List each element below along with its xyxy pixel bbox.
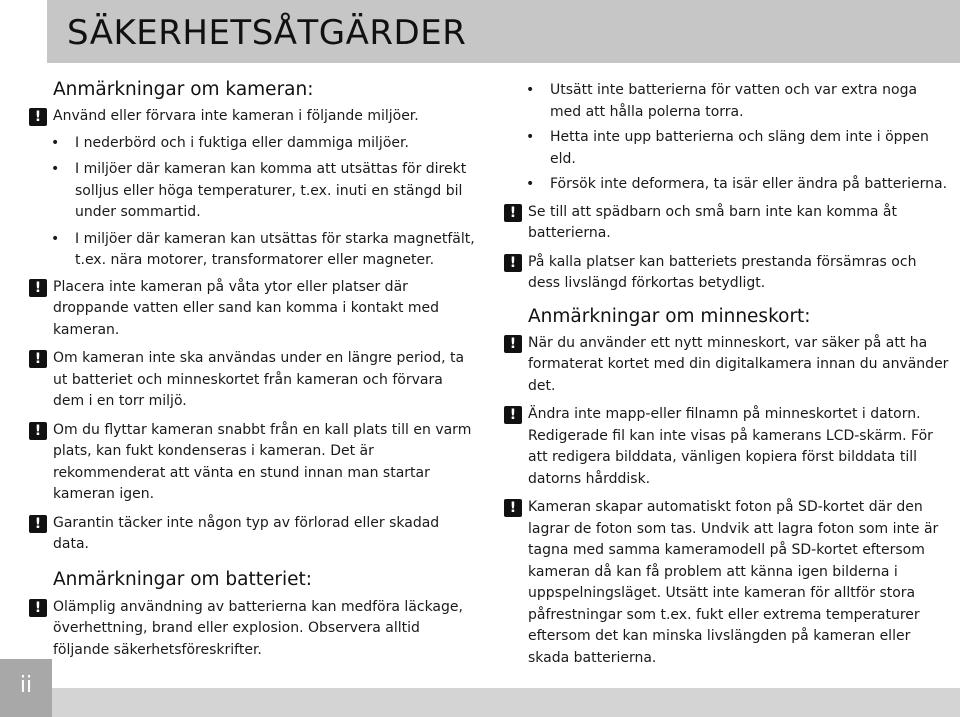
- exclamation-icon: !: [29, 599, 47, 617]
- note-text: Använd eller förvara inte kameran i följande miljöer.: [53, 108, 419, 124]
- bullet-item: [28, 229, 478, 272]
- note-text: Kameran skapar automatiskt foton på SD-kortet där den lagrar de foton som tas. Undvik att lagra foton som inte är tagna med samma kameramodell på SD-kortet eftersom kameran då kan få problem att känna igen bilderna i uppspelningsläget. Utsätt inte kameran för alltför stora påfrestningar som t.ex. fukt eller extrema temperaturer eftersom det kan minska livslängden på kameran eller skada batterierna.: [528, 499, 939, 666]
- bullet-dot-icon: •: [51, 230, 60, 247]
- bullet-item: [28, 133, 478, 155]
- bullet-dot-icon: •: [526, 129, 535, 145]
- note-text: Garantin täcker inte någon typ av förlorad eller skadad data.: [53, 514, 440, 552]
- camera-heading: Anmärkningar om kameran:: [53, 79, 314, 100]
- bullet-dot-icon: •: [526, 82, 535, 98]
- page-title: SÄKERHETSÅTGÄRDER: [67, 13, 467, 53]
- bullet-text: I nederbörd och i fuktiga eller dammiga miljöer.: [75, 134, 409, 151]
- bullet-text: I miljöer där kameran kan komma att utsättas för direkt solljus eller höga temperaturer, t.ex. inuti en stängd bil under sommartid.: [75, 161, 467, 220]
- note-text: Om du flyttar kameran snabbt från en kall plats till en varm plats, kan fukt kondenseras i kameran. Det är rekommenderat att vänta en stund innan man startar kameran igen.: [53, 421, 472, 502]
- warning-note: [503, 202, 950, 245]
- note-text: Ändra inte mapp-eller filnamn på minneskortet i datorn. Redigerade fil kan inte visas på kamerans LCD-skärm. För att redigera bilddata, vänligen kopiera först bilddata till datorns hårddisk.: [528, 406, 933, 487]
- note-text: Placera inte kameran på våta ytor eller platser där droppande vatten eller sand kan komma i kontakt med kameran.: [53, 278, 440, 338]
- bullet-text: Utsätt inte batterierna för vatten och var extra noga med att hålla polerna torra.: [550, 82, 918, 120]
- warning-note: [503, 333, 950, 398]
- exclamation-icon: !: [504, 335, 522, 353]
- warning-note: [28, 420, 478, 506]
- exclamation-icon: !: [29, 515, 47, 533]
- battery-heading: Anmärkningar om batteriet:: [53, 568, 313, 590]
- exclamation-icon: !: [29, 422, 47, 440]
- warning-note: [503, 404, 950, 490]
- bullet-text: I miljöer där kameran kan utsättas för starka magnetfält, t.ex. nära motorer, transformatorer eller magneter.: [75, 230, 475, 268]
- bullet-text: Försök inte deformera, ta isär eller ändra på batterierna.: [550, 176, 948, 192]
- bullet-dot-icon: •: [51, 134, 60, 151]
- exclamation-icon: !: [29, 279, 47, 297]
- exclamation-icon: !: [504, 204, 522, 222]
- note-text: På kalla platser kan batteriets prestanda försämras och dess livslängd förkortas betydligt.: [528, 253, 917, 291]
- warning-note: [28, 106, 478, 128]
- bullet-text: Hetta inte upp batterierna och släng dem inte i öppen eld.: [550, 129, 929, 167]
- warning-note: [28, 513, 478, 556]
- exclamation-icon: !: [29, 350, 47, 368]
- exclamation-icon: !: [504, 499, 522, 517]
- warning-note: [28, 277, 478, 342]
- right-column: [503, 80, 950, 669]
- warning-note: [503, 252, 950, 295]
- warning-note: [28, 348, 478, 413]
- exclamation-icon: !: [504, 254, 522, 272]
- note-text: Olämplig användning av batterierna kan medföra läckage, överhettning, brand eller explosion. Observera alltid följande säkerhetsföreskrifter.: [53, 598, 463, 658]
- exclamation-icon: !: [504, 406, 522, 424]
- note-text: Se till att spädbarn och små barn inte kan komma åt batterierna.: [528, 203, 897, 241]
- note-text: När du använder ett nytt minneskort, var säker på att ha formaterat kortet med din digitalkamera innan du använder det.: [528, 334, 949, 394]
- bullet-item: [28, 159, 478, 224]
- bullet-dot-icon: •: [51, 161, 60, 177]
- warning-note: [503, 497, 950, 669]
- left-column: [28, 78, 478, 661]
- bullet-dot-icon: •: [526, 176, 535, 192]
- footer-bar: [52, 688, 960, 717]
- card-heading: Anmärkningar om minneskort:: [528, 305, 811, 327]
- page-number: ii: [19, 673, 33, 698]
- page-header: [47, 0, 960, 63]
- page-number-box: [0, 659, 52, 717]
- bullet-item: [503, 174, 950, 196]
- exclamation-icon: !: [29, 108, 47, 126]
- bullet-item: [503, 127, 950, 170]
- warning-note: [28, 597, 478, 662]
- bullet-item: [503, 80, 950, 123]
- note-text: Om kameran inte ska användas under en längre period, ta ut batteriet och minneskortet från kameran och förvara dem i en torr miljö.: [53, 350, 465, 409]
